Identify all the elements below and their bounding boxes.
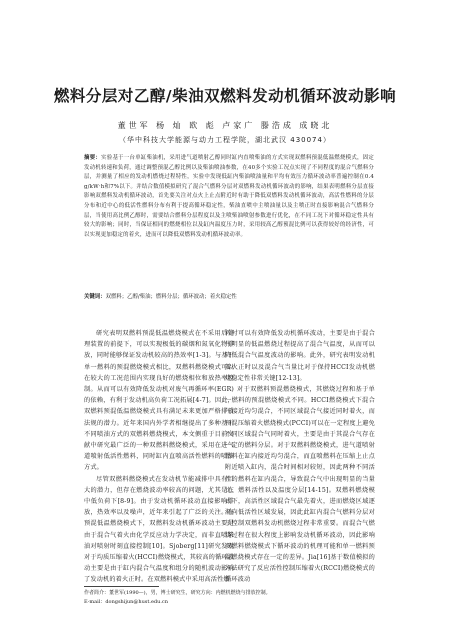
footnote-divider	[84, 586, 159, 587]
abstract-text: 实验基于一台单缸柴油机，采用进气道喷射乙醇同时缸内直喷柴油的方式实现双燃料预混低温燃烧模式，固定发动机转速和负荷，通过调整预混乙醇比例以及柴油喷油参数，在40多个实验工况点实现了不同程度的混合气燃料分层，并测量了相应的发动机燃烧过程特性，实验中发现低缸内柴油喷油量和平均有效压力循环波动率普遍控制在0.4 g/kW·h和7%以下。并结合数值模拟研究了混合气燃料分层对双燃料发动机循环波动的影响，结果表明燃料分层直接影响双燃料发动机循环波动，首先要关注对点火上止点附近时有助于降低双燃料发动机循环波动，高活性燃料的分层分布和近中心的低活性燃料分布有利于提高循环稳定性，柴油直喷中主喷油量以及主喷正时直接影响混合气燃料分层，当使用高比例乙醇时，需要结合燃料分层程度以及主喷柴油喷射参数进行优化，在不同工况下对循环稳定性具有较大的影响；同时，当保证相同的燃烧相位以及缸内温度压力时，采用较高乙醇预混比例可以获得较好的经济性，可以实现更加稳定的着火，进而可以降低双燃料发动机循环波动率。	[84, 155, 374, 238]
keywords-label: 关键词：	[84, 294, 106, 300]
keywords-text: 双燃料；乙醇/柴油；燃料分层；循环波动；着火稳定性	[105, 294, 237, 300]
body-column-right	[225, 328, 375, 586]
abstract-label: 摘要：	[84, 155, 102, 161]
paper-title: 燃料分层对乙醇/柴油双燃料发动机循环波动影响	[53, 87, 397, 105]
paragraph: 料时可以有效降低发动机循环波动，主要是由于混合气明显的低温燃烧过程提高了混合气温度，从而可以降低混合气温度波动的影响。此外，研究表明发动机着火正时以及混合气当量比对于保持HCCI发动机燃烧稳定性非常关键[12-13]。	[225, 330, 375, 382]
paragraph: 尽管双燃料燃烧模式在发动机节能减排中具有巨大的潜力，但存在燃烧波动率较高的问题，尤其是在中低负荷下[8-9]。由于发动机循环波动直接影响排放，热效率以及噪声，近年来引起了广泛的关注。在预混低温燃烧模式下，双燃料发动机循环波动主要是由于混合气着火由化学反应动力学决定，而非直喷柴油对喷射时刻直接控制[10]。Sjoberg[11]研究发现对于均质压缩着火(HCCI)燃烧模式，其较高的循环波动主要是由于缸内混合气温度和组分的随机波动影响了发动机的着火正时。在双燃料模式中采用高活性燃	[84, 475, 234, 584]
abstract	[84, 154, 374, 240]
paragraph: 对于双燃料预混燃烧模式，其燃烧过程和基于单一燃料的预混燃烧模式不同。HCCI燃烧模式下混合气接近均匀混合，不同区域混合气接近同时着火，而预混压缩着火燃烧模式(PCCI)可以在一定程度上避免不同区域混合气同时着火，主要是由于其混合气存在一定的燃料分层。对于双燃料燃烧模式，进气道喷射燃料在缸内接近均匀混合，而直喷燃料在压缩上止点附近喷入缸内，混合时间相对较短，因此两种不同活性的燃料在缸内混合，导致混合气中出现明显的当量比、燃料活性以及温度分层[14-15]。双燃料燃烧模式下，高活性区域混合气最先着火，进而燃烧区域逐渐向低活性区域发展，因此此缸内混合气燃料分层对于控制双燃料发动机燃烧过程非常重要。而混合气燃烧过程在很大程度上影响发动机循环波动，因此影响双燃料燃烧模式下循环波动的机理可能和单一燃料预混燃烧模式存在一定的差异。Jia[16]基于数值模拟的方法研究了反应活性控制压缩着火(RCCI)燃烧模式的循环波动	[225, 386, 375, 584]
body-column-left	[84, 328, 234, 586]
footnote-author-bio: 作者简介：董世军(1990—)，男，博士研究生，研究方向：内燃机燃烧与排放控制。	[84, 590, 271, 596]
paragraph: 研究表明双燃料预混低温燃烧模式在不采用后处理装置的前提下，可以实现极低的碳烟和氮氧化物排放，同时能够保证发动机较高的热效率[1-3]。与基于单一燃料的预混燃烧模式相比，双燃料燃烧模式可以在较大的工况范围内实现良好的燃烧相位和放热率控制。从而可以有效降低发动机对废气再循环率(EGR)的依赖，有利于发动机高负荷工况拓展[4-7]。因此，双燃料预混低温燃烧模式具有满足未来更加严格排放法规的潜力。近年来国内外学者相继提出了多种基于不同喷油方式的双燃料燃烧模式，本文侧重于目前文献中研究最广泛的一种双燃料燃烧模式，采用在进气道喷射低活性燃料，同时缸内直喷高活性燃料的喷油方式。	[84, 330, 234, 472]
affiliation: （华中科技大学能源与动力工程学院，湖北武汉 430074）	[119, 136, 331, 144]
footnote-email: E-mail：dongshijun@hust.edu.cn	[84, 598, 168, 605]
author-list: 董世军 杨 灿 欧 彪 卢家广 滕浩成 成晓北	[117, 121, 333, 130]
footnote	[84, 589, 384, 606]
keywords	[84, 293, 374, 303]
